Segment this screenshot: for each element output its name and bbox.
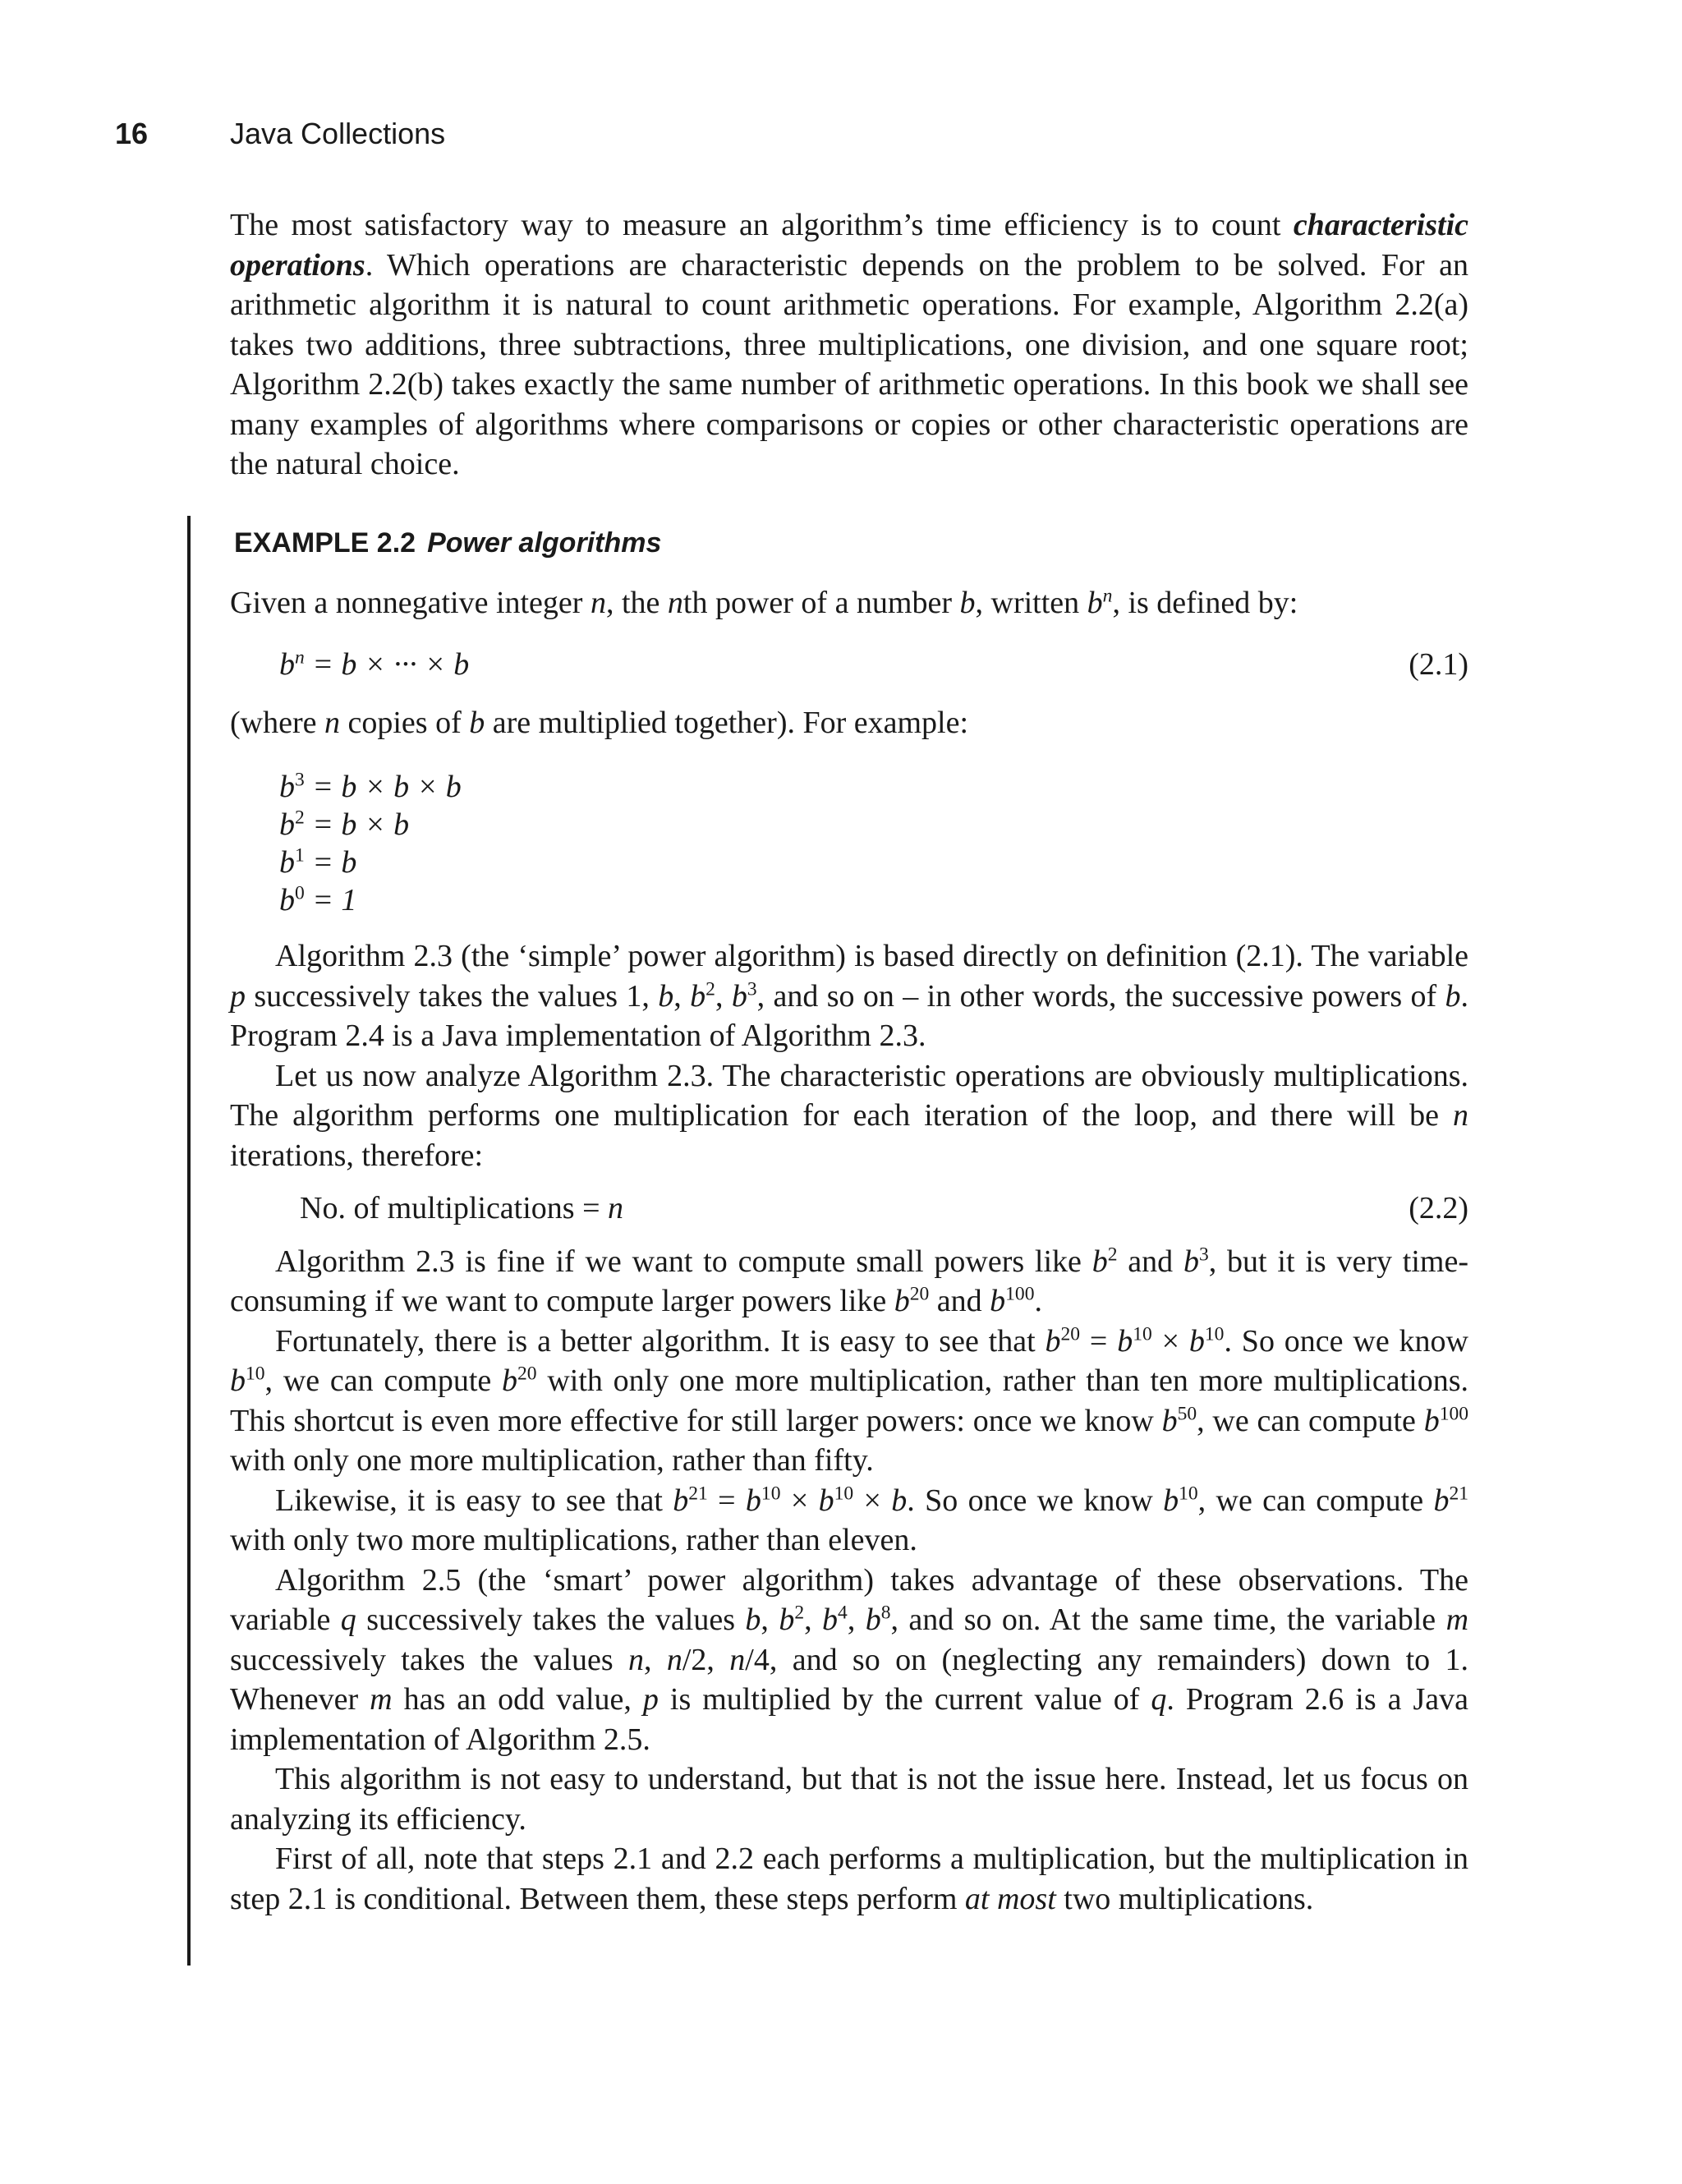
equation-number: (2.2) (1409, 1191, 1468, 1225)
power-example-row: $b^1 = b$ (279, 844, 357, 880)
power-example-row: $b^0 = 1$ (279, 882, 357, 917)
example-margin-rule (187, 516, 191, 1966)
defined-term: characteristic operations (230, 208, 1469, 283)
where-paragraph: (where n copies of b are multiplied together). For example: (230, 706, 969, 740)
definition-paragraph: Given a nonnegative integer n, the nth power of a number b, written $b^n$, is defined by: (230, 585, 1298, 620)
analysis-text (230, 936, 1468, 1919)
example-heading (234, 527, 661, 559)
equation-2-2: No. of multiplications = n (2.2) (300, 1189, 1468, 1229)
paragraph-analysis: Let us now analyze Algorithm 2.3. The characteristic operations are obviously multiplications. The algorithm performs one multiplication for each iteration of the loop, and there will be n iterations, therefore: (230, 1058, 1468, 1173)
power-examples (279, 768, 462, 919)
equation-2-1: $b^n = b$ × ··· × b (2.1) (279, 645, 1468, 684)
equation-number: (2.1) (1409, 647, 1468, 682)
paragraph-smart-algorithm: Algorithm 2.5 (the ‘smart’ power algorithm) takes advantage of these observations. The variable q successively takes the values b, $b^2$, $b^4$, $b^8$, and so on. At the same time, the variable m successively takes the values n, n/2, n/4, and so on (neglecting any remainders) down to 1. Whenever m has an odd value, p is multiplied by the current value of q. Program 2.6 is a Java implementation of Algorithm 2.5. (230, 1562, 1469, 1757)
power-example-row: $b^3 = b \times b \times b$ (279, 769, 462, 804)
example-label: EXAMPLE 2.2 (234, 527, 416, 559)
paragraph-likewise: Likewise, it is easy to see that $b^{21} = b^{10} \times b^{10} \times b$. So once we know $b^{10}$, we can compute $b^{21}$ with only two more multiplications, rather than eleven. (230, 1482, 1468, 1557)
paragraph-not-easy: This algorithm is not easy to understand, but that is not the issue here. Instead, let us focus on analyzing its efficiency. (230, 1762, 1468, 1837)
book-title: Java Collections (230, 117, 446, 150)
paragraph-simple-algorithm: Algorithm 2.3 (the ‘simple’ power algorithm) is based directly on definition (2.1). The variable p successively takes the values 1, b, $b^2$, $b^3$, and so on – in other words, the successive powers of b. Program 2.4 is a Java implementation of Algorithm 2.3. (230, 939, 1469, 1053)
intro-paragraph: The most satisfactory way to measure an algorithm’s time efficiency is to count characteristic operations. Which operations are characteristic depends on the problem to be solved. For an arithmetic algorithm it is natural to count arithmetic operations. For example, Algorithm 2.2(a) takes two additions, three subtractions, three multiplications, one division, and one square root; Algorithm 2.2(b) takes exactly the same number of arithmetic operations. In this book we shall see many examples of algorithms where comparisons or copies or other characteristic operations are the natural choice. (230, 208, 1469, 481)
power-example-row: $b^2 = b \times b$ (279, 807, 410, 842)
paragraph-first-of-all: First of all, note that steps 2.1 and 2.2 each performs a multiplication, but the multiplication in step 2.1 is conditional. Between them, these steps perform at most two multiplications. (230, 1841, 1468, 1916)
example-title: Power algorithms (427, 527, 662, 559)
paragraph-better-algorithm: Fortunately, there is a better algorithm. It is easy to see that $b^{20} = b^{10} \times b^{10}$. So once we know $b^{10}$, we can compute $b^{20}$ with only one more multiplication, rather than ten more multiplications. This shortcut is even more effective for still larger powers: once we know $b^{50}$, we can compute $b^{100}$ with only one more multiplication, rather than fifty. (230, 1322, 1469, 1478)
paragraph-small-powers: Algorithm 2.3 is fine if we want to compute small powers like $b^2$ and $b^3$, but it is very time-consuming if we want to compute larger powers like $b^{20}$ and $b^{100}$. (230, 1243, 1468, 1318)
page-number: 16 (115, 117, 149, 150)
running-head (115, 117, 445, 159)
